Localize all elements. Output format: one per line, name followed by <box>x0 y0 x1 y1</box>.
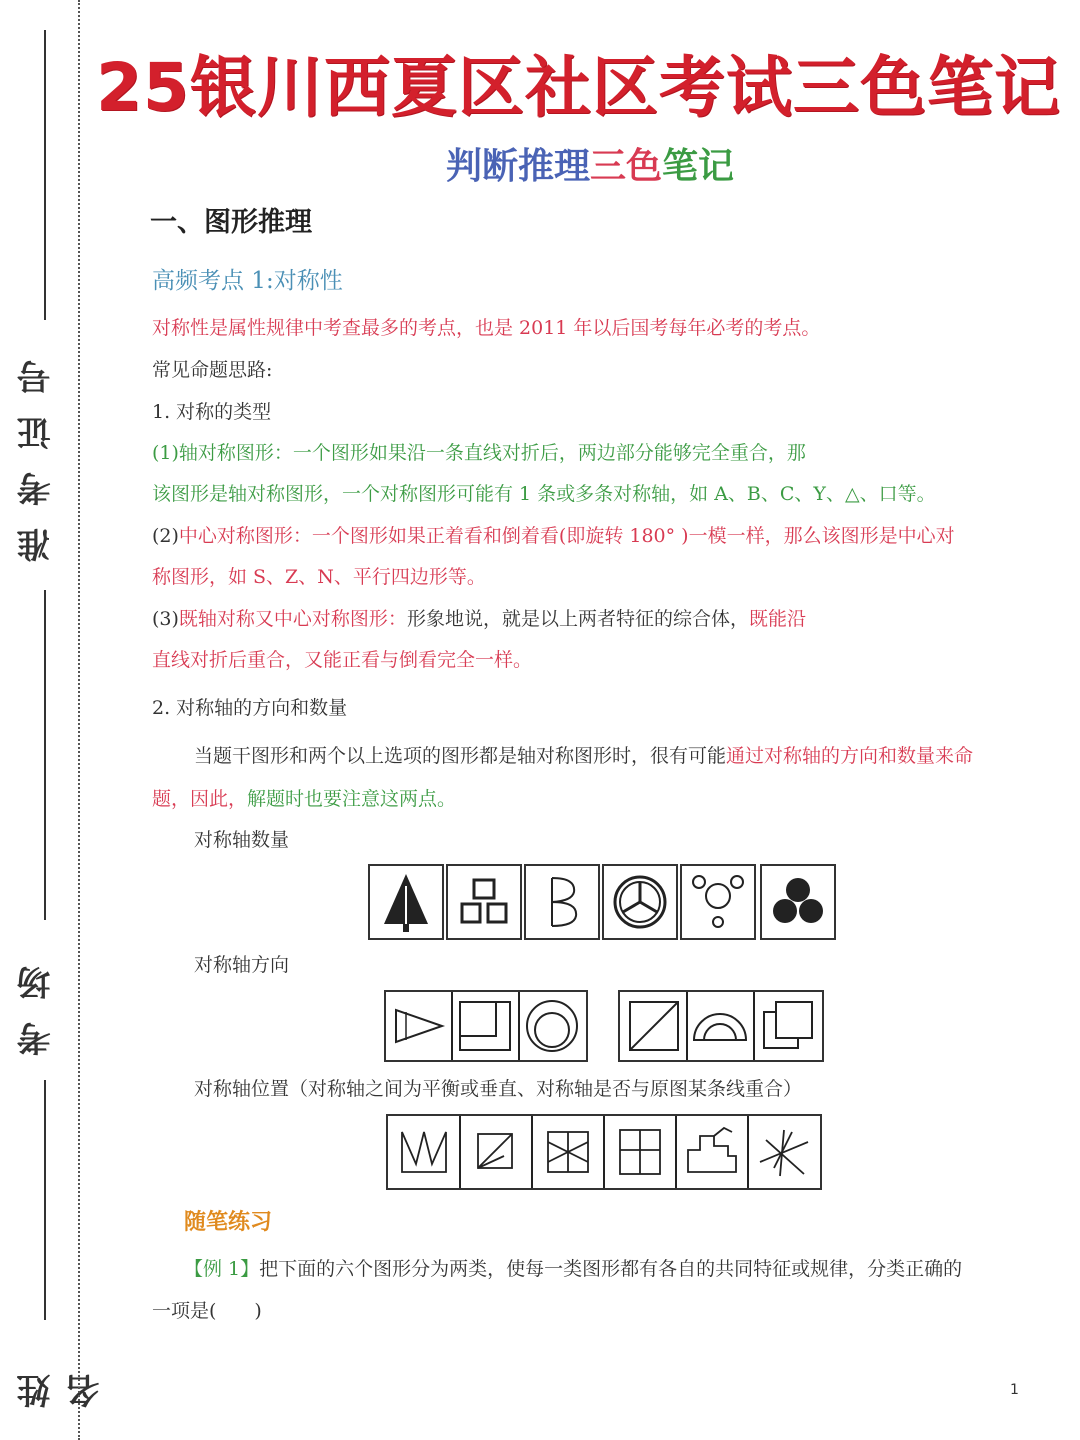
cut-line <box>78 0 80 1440</box>
name-fill-line <box>44 1080 46 1320</box>
axis-direction-label: 对称轴方向 <box>194 954 290 976</box>
position-row <box>386 1114 822 1190</box>
intro-text: 对称性是属性规律中考查最多的考点，也是 2011 年以后国考每年必考的考点。 <box>152 317 821 339</box>
key-point-heading: 高频考点 1:对称性 <box>152 268 343 294</box>
direction-group-2 <box>618 990 824 1062</box>
tree-icon <box>370 866 442 938</box>
axis-para-line2 <box>152 786 456 812</box>
wheel-icon <box>604 866 676 938</box>
example-text: 把下面的六个图形分为两类，使每一类图形都有各自的共同特征或规律，分类正确的 <box>259 1258 963 1280</box>
figure-pin <box>446 864 522 940</box>
axis-heading: 2. 对称轴的方向和数量 <box>152 697 348 719</box>
type3-line2: 直线对折后重合，又能正看与倒看完全一样。 <box>152 649 533 671</box>
practice-heading: 随笔练习 <box>184 1210 273 1235</box>
exam-room-label: 考场 <box>17 944 57 1056</box>
types-heading: 1. 对称的类型 <box>152 401 272 423</box>
type3-part-a: 既轴对称又中心对称图形： <box>178 608 407 630</box>
type2-line1 <box>152 523 955 549</box>
subtitle <box>446 138 734 189</box>
letter-b-icon <box>526 866 598 938</box>
direction-group-2-shapes <box>620 992 822 1060</box>
exam-id-label: 准考证号 <box>17 338 57 562</box>
figure-trefoil <box>760 864 836 940</box>
axis-para-c: 题，因此， <box>152 788 248 810</box>
trefoil-icon <box>762 866 834 938</box>
type1-prefix: (1) <box>152 442 179 464</box>
section-heading: 一、图形推理 <box>150 207 312 238</box>
type2-line2: 称图形，如 S、Z、N、平行四边形等。 <box>152 566 486 588</box>
type2-text1: 中心对称图形：一个图形如果正着看和倒着看(即旋转 180° )一模一样，那么该图形是中心对 <box>178 525 955 547</box>
binding-margin <box>0 0 106 1440</box>
exam-room-fill-line <box>44 590 46 920</box>
axis-position-label: 对称轴位置（对称轴之间为平衡或垂直、对称轴是否与原图某条线重合） <box>194 1078 803 1100</box>
pin-char-icon <box>448 866 520 938</box>
page-title: 25银川西夏区社区考试三色笔记 <box>96 49 1061 126</box>
type2-prefix: (2) <box>152 525 179 547</box>
figure-wheel <box>602 864 678 940</box>
example-line2: 一项是( ) <box>152 1300 262 1322</box>
axis-para-d: 解题时也要注意这两点。 <box>247 788 457 810</box>
type3-part-c: 既能沿 <box>748 608 806 630</box>
type3-prefix: (3) <box>152 608 179 630</box>
subtitle-part2: 三色 <box>590 146 663 187</box>
approach-label: 常见命题思路: <box>152 359 273 381</box>
figure-b <box>524 864 600 940</box>
axis-para-a: 当题干图形和两个以上选项的图形都是轴对称图形时，很有可能 <box>194 745 727 767</box>
subtitle-part3: 笔记 <box>662 146 735 187</box>
direction-group-1-shapes <box>386 992 586 1060</box>
type1-line2: 该图形是轴对称图形，一个对称图形可能有 1 条或多条对称轴，如 A、B、C、Y、△、口等。 <box>152 483 936 505</box>
direction-group-1 <box>384 990 588 1062</box>
type3-part-b: 形象地说，就是以上两者特征的综合体， <box>406 608 749 630</box>
exam-id-fill-line <box>44 30 46 320</box>
example-line1 <box>184 1256 962 1282</box>
example-label: 【例 1】 <box>184 1258 260 1280</box>
type3-line1 <box>152 606 806 632</box>
subtitle-part1: 判断推理 <box>446 146 591 187</box>
position-row-shapes <box>388 1116 820 1188</box>
figure-tree <box>368 864 444 940</box>
axis-para-line1 <box>194 743 973 769</box>
axis-count-label: 对称轴数量 <box>194 829 290 851</box>
page-number: 1 <box>1010 1382 1019 1398</box>
circles-icon <box>682 866 754 938</box>
axis-para-b: 通过对称轴的方向和数量来命 <box>726 745 974 767</box>
type1-text1: 轴对称图形：一个图形如果沿一条直线对折后，两边部分能够完全重合，那 <box>178 442 806 464</box>
name-label: 姓名 <box>17 1352 106 1408</box>
figure-circles <box>680 864 756 940</box>
type1-line1 <box>152 440 806 466</box>
